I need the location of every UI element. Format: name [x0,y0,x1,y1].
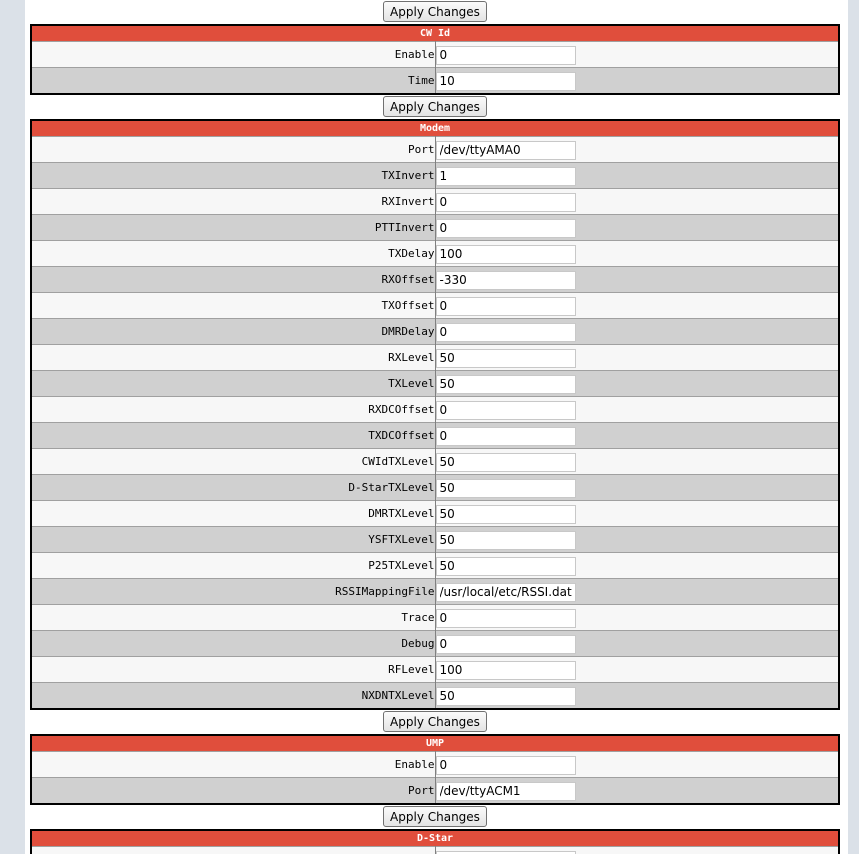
apply-row [25,805,848,829]
modem-field-value-cell [435,345,839,371]
modem-field-label: P25TXLevel [31,553,435,579]
modem-dmrtxlevel-input[interactable] [436,505,576,524]
dstar-field-label [31,847,435,854]
ump-field-label: Enable [31,752,435,778]
modem-row [31,475,839,501]
modem-txdelay-input[interactable] [436,245,576,264]
modem-port-input[interactable] [436,141,576,160]
modem-field-label: YSFTXLevel [31,527,435,553]
modem-field-label: RXDCOffset [31,397,435,423]
modem-field-value-cell [435,241,839,267]
ump-field-value-cell [435,778,839,805]
modem-field-label: TXLevel [31,371,435,397]
modem-row [31,267,839,293]
ump-section-header: UMP [31,735,839,752]
ump-row [31,752,839,778]
modem-row [31,345,839,371]
modem-rxinvert-input[interactable] [436,193,576,212]
modem-field-value-cell [435,189,839,215]
modem-field-value-cell [435,319,839,345]
ump-row [31,778,839,805]
modem-row [31,215,839,241]
modem-field-label: CWIdTXLevel [31,449,435,475]
modem-txlevel-input[interactable] [436,375,576,394]
modem-field-label: TXDCOffset [31,423,435,449]
ump-port-input[interactable] [436,782,576,801]
ump-section-table [30,734,840,805]
ump-enable-input[interactable] [436,756,576,775]
ump-field-label: Port [31,778,435,805]
modem-field-label: D-StarTXLevel [31,475,435,501]
modem-field-label: RXInvert [31,189,435,215]
modem-cwidtxlevel-input[interactable] [436,453,576,472]
modem-row [31,579,839,605]
modem-field-label: RXLevel [31,345,435,371]
dstar-section-table [30,829,840,854]
ump-apply-changes-button[interactable]: Apply Changes [383,711,487,732]
apply-row [25,710,848,734]
modem-field-label: DMRDelay [31,319,435,345]
cwid-field-value-cell [435,68,839,95]
modem-txdcoffset-input[interactable] [436,427,576,446]
modem-row [31,371,839,397]
modem-field-value-cell [435,527,839,553]
modem-field-value-cell [435,293,839,319]
modem-trace-input[interactable] [436,609,576,628]
modem-rxlevel-input[interactable] [436,349,576,368]
modem-field-label: RXOffset [31,267,435,293]
modem-row [31,319,839,345]
modem-section-header: Modem [31,120,839,137]
modem-field-value-cell [435,397,839,423]
modem-debug-input[interactable] [436,635,576,654]
modem-field-label: Trace [31,605,435,631]
modem-rflevel-input[interactable] [436,661,576,680]
modem-field-value-cell [435,215,839,241]
apply-row [25,95,848,119]
modem-apply-changes-button[interactable]: Apply Changes [383,96,487,117]
modem-row [31,241,839,267]
modem-field-value-cell [435,553,839,579]
modem-field-value-cell [435,501,839,527]
modem-field-label: TXInvert [31,163,435,189]
modem-rssimappingfile-input[interactable] [436,583,576,602]
modem-txoffset-input[interactable] [436,297,576,316]
cwid-field-value-cell [435,42,839,68]
modem-txinvert-input[interactable] [436,167,576,186]
modem-rxoffset-input[interactable] [436,271,576,290]
cwid-section-header: CW Id [31,25,839,42]
modem-field-value-cell [435,631,839,657]
dstar-section-header: D-Star [31,830,839,847]
dstar-row [31,847,839,854]
modem-row [31,137,839,163]
cwid-field-label: Enable [31,42,435,68]
modem-section-table [30,119,840,710]
modem-row [31,163,839,189]
modem-field-value-cell [435,657,839,683]
modem-row [31,423,839,449]
modem-field-label: TXOffset [31,293,435,319]
modem-field-value-cell [435,579,839,605]
modem-d-startxlevel-input[interactable] [436,479,576,498]
dstar-apply-changes-button[interactable]: Apply Changes [383,806,487,827]
modem-row [31,189,839,215]
modem-field-label: DMRTXLevel [31,501,435,527]
modem-row [31,683,839,710]
modem-field-label: TXDelay [31,241,435,267]
modem-row [31,631,839,657]
modem-field-label: PTTInvert [31,215,435,241]
modem-row [31,527,839,553]
modem-field-label: RSSIMappingFile [31,579,435,605]
modem-field-value-cell [435,163,839,189]
cwid-apply-changes-button[interactable]: Apply Changes [383,1,487,22]
modem-field-label: Debug [31,631,435,657]
modem-field-value-cell [435,475,839,501]
modem-ysftxlevel-input[interactable] [436,531,576,550]
modem-field-label: RFLevel [31,657,435,683]
modem-field-value-cell [435,605,839,631]
modem-field-value-cell [435,371,839,397]
modem-field-value-cell [435,267,839,293]
dstar-field-value-cell [435,847,839,854]
modem-field-label: NXDNTXLevel [31,683,435,710]
modem-field-value-cell [435,423,839,449]
modem-row [31,553,839,579]
modem-row [31,293,839,319]
modem-field-value-cell [435,449,839,475]
modem-p25txlevel-input[interactable] [436,557,576,576]
cwid-time-input[interactable] [436,72,576,91]
modem-field-value-cell [435,683,839,710]
modem-dmrdelay-input[interactable] [436,323,576,342]
cwid-enable-input[interactable] [436,46,576,65]
modem-field-value-cell [435,137,839,163]
cwid-field-label: Time [31,68,435,95]
modem-row [31,449,839,475]
ump-field-value-cell [435,752,839,778]
cwid-section-table [30,24,840,95]
modem-row [31,605,839,631]
modem-rxdcoffset-input[interactable] [436,401,576,420]
modem-row [31,397,839,423]
config-page [25,0,848,854]
modem-nxdntxlevel-input[interactable] [436,687,576,706]
cwid-row [31,42,839,68]
cwid-row [31,68,839,95]
modem-row [31,657,839,683]
modem-field-label: Port [31,137,435,163]
modem-row [31,501,839,527]
modem-pttinvert-input[interactable] [436,219,576,238]
apply-row [25,0,848,24]
